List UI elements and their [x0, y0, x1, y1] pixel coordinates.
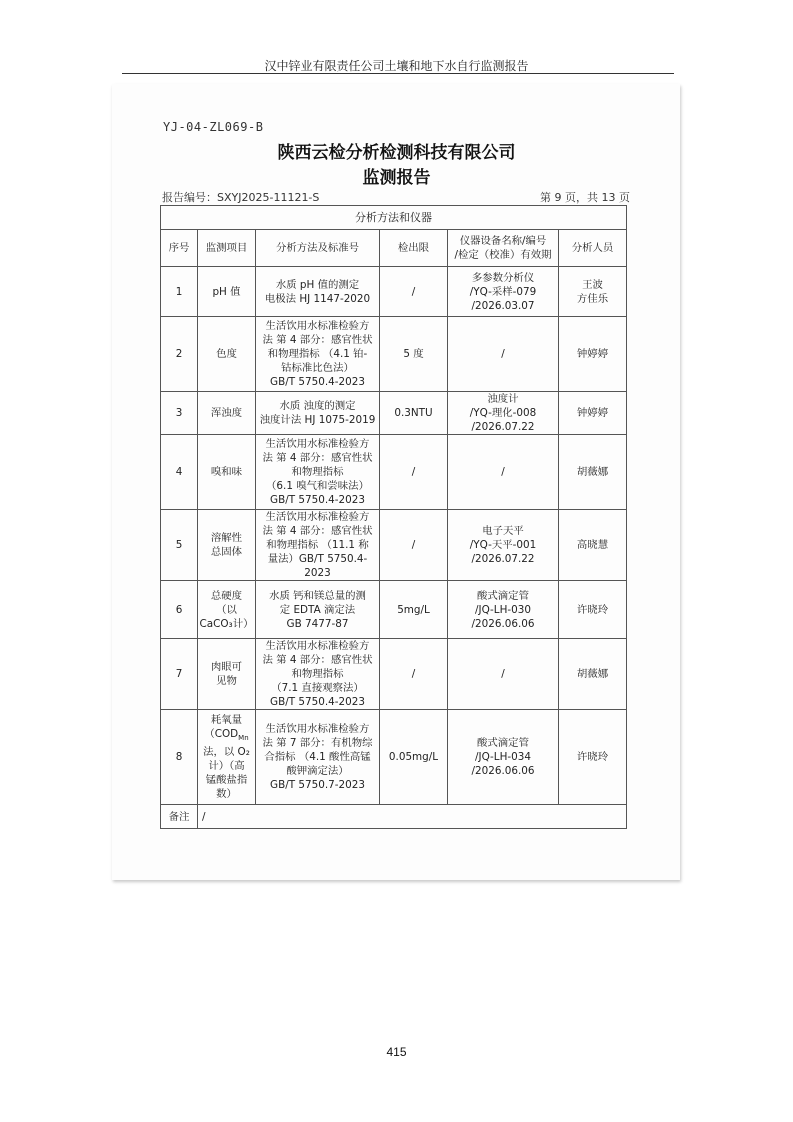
cell-method-line: 酸钾滴定法）	[286, 765, 349, 777]
cell-analyst-line: 钟婷婷	[576, 407, 609, 419]
table-row	[161, 392, 627, 435]
cell-no: 1	[161, 267, 198, 317]
cell-no: 4	[161, 435, 198, 510]
cell-method-line: GB 7477-87	[286, 617, 349, 630]
cell-item-line: 数）	[216, 788, 237, 801]
cell-method-line: 和物理指标	[291, 466, 344, 478]
cell-instrument-line: /2026.06.06	[471, 617, 535, 630]
remarks-row	[161, 805, 627, 829]
cell-instrument	[448, 435, 559, 510]
header-analyst: 分析人员	[559, 230, 627, 267]
cell-analyst	[559, 710, 627, 805]
cell-limit: 0.3NTU	[380, 392, 448, 435]
cell-method	[256, 267, 380, 317]
cell-item-line: 法，以 O₂	[203, 746, 250, 759]
cell-item-line: 锰酸盐指	[205, 774, 248, 787]
cell-no: 3	[161, 392, 198, 435]
cell-analyst-line: 高晓慧	[576, 539, 609, 551]
cell-instrument	[448, 581, 559, 639]
cell-item-line: 总硬度	[210, 589, 243, 602]
cell-instrument-line: /	[501, 466, 505, 478]
header-instrument-line: 仪器设备名称/编号	[459, 235, 547, 247]
cell-no: 5	[161, 510, 198, 581]
cell-instrument	[448, 510, 559, 581]
cell-limit: /	[380, 267, 448, 317]
cell-method-line: 水质 浊度的测定	[279, 400, 356, 412]
remarks-value: /	[198, 805, 627, 829]
cell-limit: /	[380, 435, 448, 510]
cell-method-line: 生活饮用水标准检验方	[265, 438, 370, 450]
cell-method	[256, 510, 380, 581]
cell-method	[256, 435, 380, 510]
cell-limit: 0.05mg/L	[380, 710, 448, 805]
cell-analyst	[559, 267, 627, 317]
cell-no: 2	[161, 317, 198, 392]
cell-instrument-line: 酸式滴定管	[477, 737, 529, 749]
cell-method-line: 水质 钙和镁总量的测	[269, 589, 366, 602]
table-row	[161, 435, 627, 510]
cell-analyst-line: 方佳乐	[576, 292, 609, 305]
cell-method	[256, 581, 380, 639]
cell-instrument	[448, 267, 559, 317]
cell-analyst	[559, 392, 627, 435]
cell-item-line: 溶解性	[210, 532, 243, 544]
cell-method-line: 定 EDTA 滴定法	[279, 603, 356, 616]
header-instrument-line: /检定（校准）有效期	[454, 249, 552, 261]
table-body	[161, 267, 627, 805]
cell-method-line: 生活饮用水标准检验方	[265, 320, 370, 332]
company-name: 陕西云检分析检测科技有限公司	[277, 143, 516, 163]
cell-item-line: 色度	[216, 348, 237, 360]
cell-instrument	[448, 639, 559, 710]
cell-instrument-line: /YQ-理化-008	[469, 407, 537, 419]
cell-method-line: 钴标准比色法）	[281, 362, 354, 374]
cell-method-line: GB/T 5750.4-2023	[270, 494, 365, 506]
cell-analyst-line: 王波	[582, 278, 603, 291]
table-header-row	[161, 230, 627, 267]
header-rule	[122, 73, 674, 74]
cell-item	[198, 510, 256, 581]
cell-method-line: 和物理指标 （4.1 铂-	[267, 348, 368, 360]
cell-instrument-line: 多参数分析仪	[471, 271, 535, 284]
cell-no: 7	[161, 639, 198, 710]
cell-method	[256, 639, 380, 710]
cell-method-line: 法 第 7 部分：有机物综	[262, 737, 373, 749]
cell-item	[198, 392, 256, 435]
cell-item-line: CaCO₃计）	[199, 617, 254, 630]
report-title: 监测报告	[362, 168, 431, 188]
cell-item	[198, 267, 256, 317]
cell-analyst-line: 胡薇娜	[576, 668, 609, 680]
cell-no: 8	[161, 710, 198, 805]
cell-analyst	[559, 639, 627, 710]
table-title: 分析方法和仪器	[161, 206, 627, 230]
cell-analyst-line: 钟婷婷	[576, 348, 609, 360]
cell-item-line: 浑浊度	[210, 407, 243, 419]
cell-analyst	[559, 510, 627, 581]
running-header: 汉中锌业有限责任公司土壤和地下水自行监测报告	[264, 59, 529, 73]
form-code: YJ-04-ZL069-B	[163, 120, 264, 134]
table-row	[161, 267, 627, 317]
cell-method-line: GB/T 5750.4-2023	[270, 376, 365, 388]
cell-item	[198, 435, 256, 510]
cell-method-line: 法 第 4 部分：感官性状	[262, 452, 373, 464]
page-number: 415	[386, 1045, 407, 1059]
cell-instrument-line: 电子天平	[482, 525, 524, 537]
cell-instrument-line: /2026.07.22	[471, 553, 535, 565]
cell-method-line: GB/T 5750.7-2023	[270, 779, 365, 791]
cell-method-line: 量法）GB/T 5750.4-2023	[267, 553, 368, 579]
cell-item-line: pH 值	[212, 285, 241, 298]
cell-item	[198, 639, 256, 710]
cell-limit: 5 度	[380, 317, 448, 392]
cell-method-line: 浊度计法 HJ 1075-2019	[259, 414, 376, 426]
cell-instrument-line: /JQ-LH-030	[475, 603, 531, 616]
cell-item-line: 总固体	[210, 546, 243, 558]
cell-method-line: 生活饮用水标准检验方	[265, 723, 370, 735]
cell-analyst-line: 许晓玲	[576, 603, 609, 616]
cell-item-line: 计）（高	[208, 760, 245, 773]
methods-table	[160, 205, 627, 829]
cell-method-line: 电极法 HJ 1147-2020	[264, 292, 371, 305]
cell-item-line: （$COD_{Mn}$	[204, 727, 249, 743]
table-row	[161, 581, 627, 639]
remarks-label: 备注	[161, 805, 198, 829]
cell-item-line: 嗅和味	[210, 466, 243, 478]
cell-limit: /	[380, 639, 448, 710]
cell-item	[198, 710, 256, 805]
cell-limit: 5mg/L	[380, 581, 448, 639]
cell-method	[256, 710, 380, 805]
cell-method-line: 法 第 4 部分：感官性状	[262, 654, 373, 666]
header-item: 监测项目	[198, 230, 256, 267]
table-row	[161, 710, 627, 805]
table-row	[161, 639, 627, 710]
cell-instrument-line: /	[501, 348, 505, 360]
cell-analyst-line: 许晓玲	[576, 751, 609, 763]
cell-method-line: 合指标 （4.1 酸性高锰	[264, 751, 371, 763]
cell-method	[256, 317, 380, 392]
cell-analyst	[559, 581, 627, 639]
cell-method-line: 和物理指标	[291, 668, 344, 680]
cell-method-line: GB/T 5750.4-2023	[270, 696, 365, 708]
cell-item-line: 肉眼可	[210, 661, 243, 673]
cell-method-line: （6.1 嗅气和尝味法）	[266, 480, 369, 492]
table-row	[161, 510, 627, 581]
cell-analyst	[559, 435, 627, 510]
cell-method-line: （7.1 直接观察法）	[271, 682, 364, 694]
cell-item-line: 见物	[216, 675, 237, 687]
cell-instrument-line: /YQ-天平-001	[469, 539, 537, 551]
cell-method-line: 和物理指标 （11.1 称	[266, 539, 369, 551]
cell-item-line: （以	[216, 603, 237, 616]
cell-instrument-line: /2026.06.06	[471, 765, 535, 777]
cell-item	[198, 317, 256, 392]
cell-instrument	[448, 710, 559, 805]
cell-analyst-line: 胡薇娜	[576, 466, 609, 478]
cell-instrument-line: 酸式滴定管	[477, 589, 529, 602]
cell-method-line: 水质 pH 值的测定	[275, 278, 360, 291]
cell-method-line: 法 第 4 部分：感官性状	[262, 525, 373, 537]
cell-limit: /	[380, 510, 448, 581]
cell-instrument-line: /YQ-采样-079	[469, 285, 537, 298]
cell-method-line: 生活饮用水标准检验方	[265, 640, 370, 652]
cell-instrument-line: 浊度计	[487, 393, 519, 405]
header-no: 序号	[161, 230, 198, 267]
item-subscript: Mn	[238, 734, 249, 743]
cell-method	[256, 392, 380, 435]
cell-analyst	[559, 317, 627, 392]
header-method: 分析方法及标准号	[256, 230, 380, 267]
header-instrument	[448, 230, 559, 267]
cell-instrument	[448, 392, 559, 435]
cell-item	[198, 581, 256, 639]
cell-method-line: 生活饮用水标准检验方	[265, 511, 370, 523]
cell-instrument-line: /2026.07.22	[471, 421, 535, 433]
report-number: 报告编号：SXYJ2025-11121-S	[162, 191, 320, 204]
page-info: 第 9 页，共 13 页	[540, 191, 630, 204]
cell-instrument	[448, 317, 559, 392]
header-limit: 检出限	[380, 230, 448, 267]
cell-instrument-line: /	[501, 668, 505, 680]
cell-no: 6	[161, 581, 198, 639]
cell-method-line: 法 第 4 部分：感官性状	[262, 334, 373, 346]
cell-instrument-line: /2026.03.07	[471, 299, 535, 312]
cell-instrument-line: /JQ-LH-034	[475, 751, 531, 763]
cell-item-line: 耗氧量	[210, 713, 243, 726]
table-row	[161, 317, 627, 392]
